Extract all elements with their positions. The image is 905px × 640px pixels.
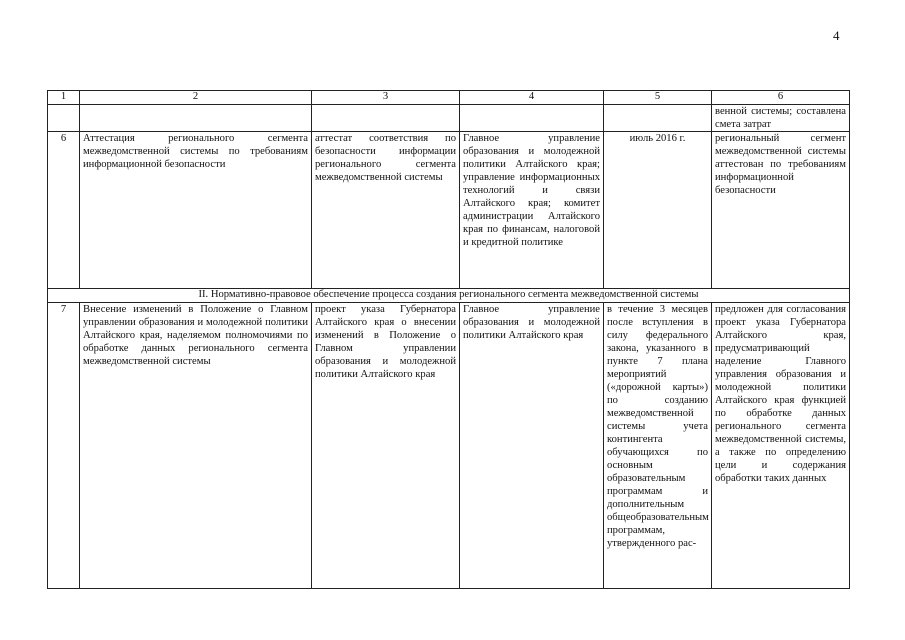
header-row [48, 91, 850, 105]
responsible-cell: Главное управление образования и молодежной политики Алтайского края [460, 303, 604, 589]
table-row-7 [48, 303, 850, 589]
deadline-cell: в течение 3 месяцев после вступления в силу федерального закона, указанного в пункте 7 плана мероприятий («дорожной карты») по созданию межведомственной системы учета контингента обучающихся по основным образовательным программам и дополнительным общеобразовательным программам, утвержденного рас- [604, 303, 712, 589]
header-cell: 4 [460, 91, 604, 105]
plan-table [47, 90, 850, 589]
task-cell: Аттестация регионального сегмента межведомственной системы по требованиям информационной безопасности [80, 132, 312, 289]
header-cell: 5 [604, 91, 712, 105]
indicator-cell: предложен для согласования проект указа Губернатора Алтайского края, предусматривающий наделение Главного управления образования и молодежной политики Алтайского края функцией по обработке данных регионального сегмента межведомственной системы, а также по определению цели и содержания обработки таких данных [712, 303, 850, 589]
continuation-indicator: венной системы; составлена смета затрат [712, 105, 850, 132]
result-cell: проект указа Губернатора Алтайского края о внесении изменений в Положение о Главном управлении образования и молодежной политики Алтайского края [312, 303, 460, 589]
page-number: 4 [833, 28, 840, 43]
continuation-row [48, 105, 850, 132]
header-cell: 1 [48, 91, 80, 105]
row-number: 7 [48, 303, 80, 589]
deadline-cell: июль 2016 г. [604, 132, 712, 289]
section-heading-row [48, 289, 850, 303]
header-cell: 3 [312, 91, 460, 105]
header-cell: 2 [80, 91, 312, 105]
result-cell: аттестат соответствия по безопасности информации регионального сегмента межведомственной системы [312, 132, 460, 289]
table-row-6 [48, 132, 850, 289]
header-cell: 6 [712, 91, 850, 105]
responsible-cell: Главное управление образования и молодежной политики Алтайского края; управление информационных технологий и связи Алтайского края; комитет администрации Алтайского края по финансам, налоговой и кредитной политике [460, 132, 604, 289]
section-title: II. Нормативно-правовое обеспечение процесса создания регионального сегмента межведомственной системы [48, 289, 850, 303]
task-cell: Внесение изменений в Положение о Главном управлении образования и молодежной политики Алтайского края, наделяемом полномочиями по обработке данных регионального сегмента межведомственной системы [80, 303, 312, 589]
indicator-cell: региональный сегмент межведомственной системы аттестован по требованиям информационной безопасности [712, 132, 850, 289]
row-number: 6 [48, 132, 80, 289]
